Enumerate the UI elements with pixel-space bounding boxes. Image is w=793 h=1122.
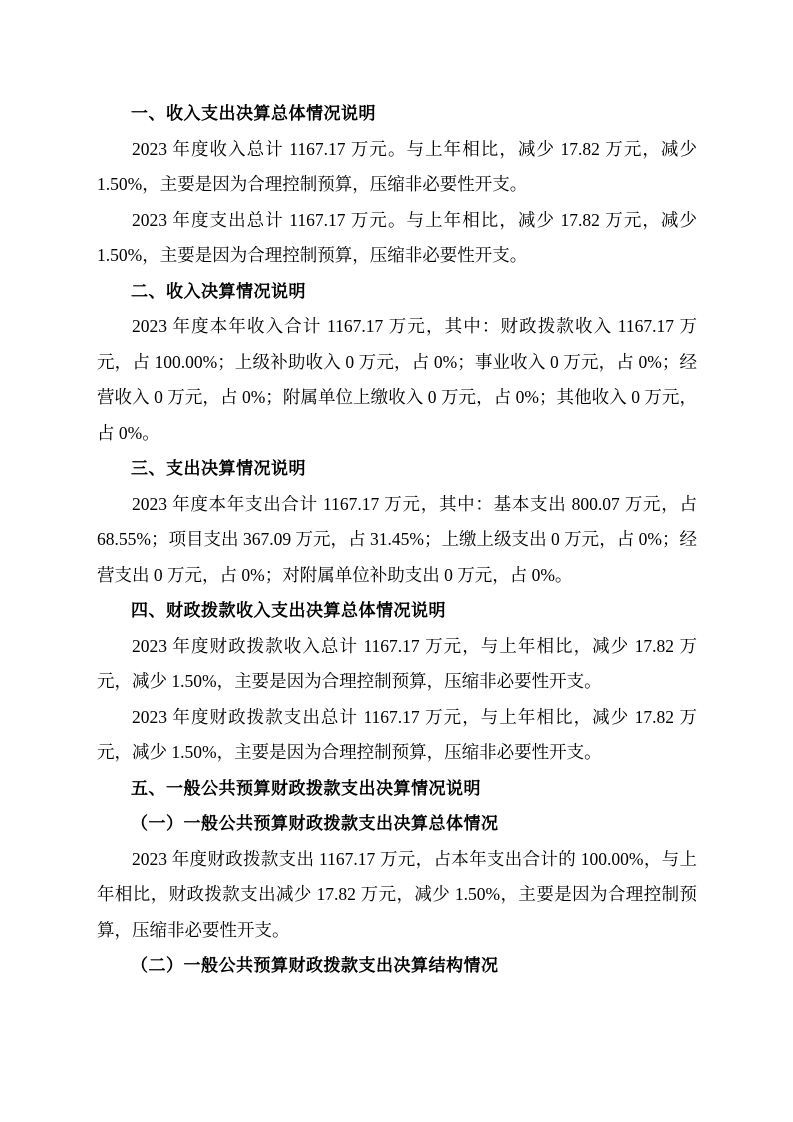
section-1-paragraph-1: 2023 年度收入总计 1167.17 万元。与上年相比，减少 17.82 万元，减少 1.50%，主要是因为合理控制预算，压缩非必要性开支。 <box>97 138 697 194</box>
section-1-heading: 一、收入支出决算总体情况说明 <box>131 104 376 123</box>
section-2-heading: 二、收入决算情况说明 <box>131 281 306 301</box>
section-1-paragraph-2: 2023 年度支出总计 1167.17 万元。与上年相比，减少 17.82 万元，减少 1.50%，主要是因为合理控制预算，压缩非必要性开支。 <box>97 209 697 265</box>
section-4-heading: 四、财政拨款收入支出决算总体情况说明 <box>131 601 446 620</box>
section-2-paragraph-1: 2023 年度本年收入合计 1167.17 万元，其中：财政拨款收入 1167.17 万元，占 100.00%；上级补助收入 0 万元，占 0%；事业收入 0 万元，占 0%；经营收入 0 万元，占 0%；附属单位上缴收入 0 万元，占 0%；其他收入 0 万元，占 0%。 <box>97 316 697 443</box>
section-5-subsection-1-heading: （一）一般公共预算财政拨款支出决算总体情况 <box>131 814 499 833</box>
section-4-paragraph-2: 2023 年度财政拨款支出总计 1167.17 万元，与上年相比，减少 17.82 万元，减少 1.50%，主要是因为合理控制预算，压缩非必要性开支。 <box>97 706 697 762</box>
section-5-heading: 五、一般公共预算财政拨款支出决算情况说明 <box>131 778 481 798</box>
section-5-subsection-2-heading: （二）一般公共预算财政拨款支出决算结构情况 <box>131 956 499 975</box>
document-content <box>97 96 697 984</box>
section-3-heading: 三、支出决算情况说明 <box>131 459 306 478</box>
section-5-subsection-1-paragraph-1: 2023 年度财政拨款支出 1167.17 万元，占本年支出合计的 100.00%，与上年相比，财政拨款支出减少 17.82 万元，减少 1.50%，主要是因为合理控制预算，压缩非必要性开支。 <box>97 848 697 940</box>
section-4-paragraph-1: 2023 年度财政拨款收入总计 1167.17 万元，与上年相比，减少 17.82 万元，减少 1.50%，主要是因为合理控制预算，压缩非必要性开支。 <box>97 635 697 691</box>
section-3-paragraph-1: 2023 年度本年支出合计 1167.17 万元，其中：基本支出 800.07 万元，占 68.55%；项目支出 367.09 万元，占 31.45%；上缴上级支出 0 万元，占 0%；经营支出 0 万元，占 0%；对附属单位补助支出 0 万元，占 0%。 <box>97 493 697 585</box>
